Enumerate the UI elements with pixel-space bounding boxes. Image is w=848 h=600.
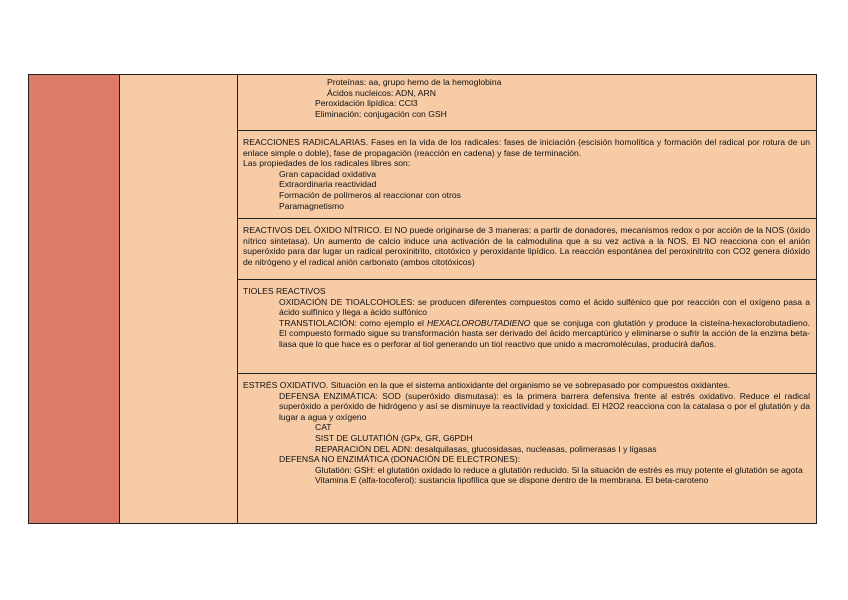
row-reacciones-radicalarias: [238, 131, 816, 219]
list-item: - DEFENSA NO ENZIMÁTICA (DONACIÓN DE ELECTRONES):: [243, 454, 810, 465]
section-title: TIOLES REACTIVOS: [243, 286, 326, 296]
list-item: - Paramagnetismo: [243, 201, 810, 212]
list-item: - Ácidos nucleicos: ADN, ARN: [243, 88, 810, 99]
list-item: - SIST DE GLUTATIÓN (GPx, GR, G6PDH: [243, 433, 810, 444]
list-item: [243, 318, 810, 350]
row-estres-oxidativo: [238, 374, 816, 523]
list-item: - Peroxidación lipídica: CCl3: [243, 98, 810, 109]
paragraph: REACCIONES RADICALARIAS. Fases en la vida de los radicales: fases de iniciación (escisión homolítica y formación del radical por rotura de un enlace simple o doble), fase de propagación (reacción en cadena) y fase de terminación.: [243, 137, 810, 158]
paragraph: Las propiedades de los radicales libres son:: [243, 158, 411, 169]
list-item: - Glutatión: GSH: el glutatión oxidado lo reduce a glutatión reducido. Si la situación de estrés es muy potente el glutatión se agota: [243, 465, 810, 476]
text-run: que se conjuga con glutatión y produce la cisteína-hexaclorobutadieno. El compuesto formado sigue su transformación hasta ser derivado del ácido mercaptúrico y eliminarse o sufrir la acción de la enzima beta-liasa que lo que hace es o perforar al tiol generando un tiol reactivo que unido a macromoléculas, producirá daños.: [279, 317, 810, 349]
list-item: - OXIDACIÓN DE TIOALCOHOLES: se producen diferentes compuestos como el ácido sulfénico que por reacción con el oxígeno pasa a ácido sulfínico y llega a ácido sulfónico: [243, 297, 810, 318]
text-run: TRANSTIOLACIÓN: como ejemplo el: [279, 317, 427, 328]
row-oxidation-targets: [238, 75, 816, 131]
text-run-italic: HEXACLOROBUTADIENO: [426, 317, 531, 328]
color-column: [29, 75, 120, 523]
list-item: - Extraordinaria reactividad: [243, 179, 810, 190]
notes-table: [28, 74, 817, 524]
row-oxido-nitrico: [238, 219, 816, 280]
list-item: - REPARACIÓN DEL ADN: desalquilasas, glucosidasas, nucleasas, polimerasas I y ligasas: [243, 444, 810, 455]
list-item: - Vitamina E (alfa-tocoferol): sustancia lipofílica que se dispone dentro de la membrana. El beta-caroteno: [243, 475, 810, 486]
list-item: - Gran capacidad oxidativa: [243, 169, 810, 180]
paragraph: ESTRÉS OXIDATIVO. Situación en la que el sistema antioxidante del organismo se ve sobrepasado por compuestos oxidantes.: [243, 380, 731, 390]
list-item: - Formación de polímeros al reaccionar con otros: [243, 190, 810, 201]
list-item: - DEFENSA ENZIMÁTICA: SOD (superóxido dismutasa): es la primera barrera defensiva frente al estrés oxidativo. Reduce el radical superóxido a peróxido de hidrógeno y así se disminuye la reactividad y toxicidad. El H2O2 reacciona con la catalasa o por el glutatión y da lugar a agua y oxígeno: [243, 391, 810, 423]
blank-column: [120, 75, 238, 523]
list-item: - Proteínas: aa, grupo hemo de la hemoglobina: [243, 77, 810, 88]
paragraph: REACTIVOS DEL ÓXIDO NÍTRICO. El NO puede originarse de 3 maneras: a partir de donadores, mecanismos redox o por acción de la NOS (óxido nítrico sintetasa). Un aumento de calcio induce una activación de la calmodulina que a su vez activa a la NOS. El NO reacciona con el anión superóxido para dar lugar un radical peroxinitrito, citotóxico y peroxidante lipídico. La reacción espontánea del peroxinitrito con CO2 genera dióxido de nitrógeno y el radical anión carbonato (ambos citotóxicos): [243, 225, 810, 267]
row-tioles-reactivos: [238, 280, 816, 374]
content-column: [238, 75, 816, 523]
list-item: - CAT: [243, 422, 810, 433]
list-item: - Eliminación: conjugación con GSH: [243, 109, 810, 120]
